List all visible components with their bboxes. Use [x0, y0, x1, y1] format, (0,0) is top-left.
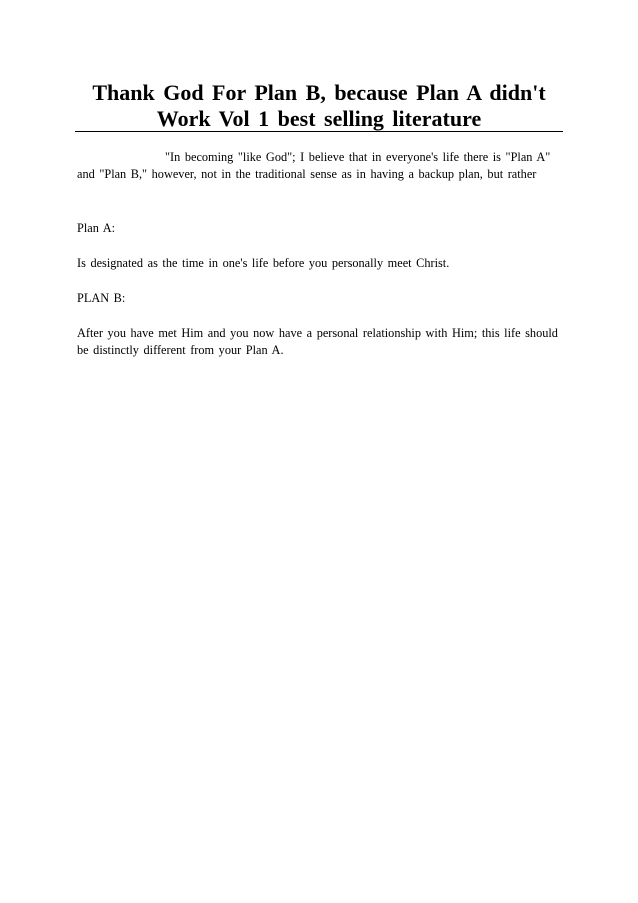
plan-b-paragraph: After you have met Him and you now have a personal relationship with Him; this life should be distinctly different from your Plan A. [77, 326, 558, 357]
document-title: Thank God For Plan B, because Plan A didn't Work Vol 1 best selling literature [92, 80, 546, 131]
plan-b-label: PLAN B: [77, 291, 126, 305]
title-underline [75, 131, 563, 132]
intro-paragraph: "In becoming "like God"; I believe that in everyone's life there is "Plan A" and "Plan B," however, not in the traditional sense as in having a backup plan, but rather [77, 150, 551, 181]
plan-a-label: Plan A: [77, 221, 116, 235]
plan-a-paragraph: Is designated as the time in one's life before you personally meet Christ. [77, 256, 450, 270]
